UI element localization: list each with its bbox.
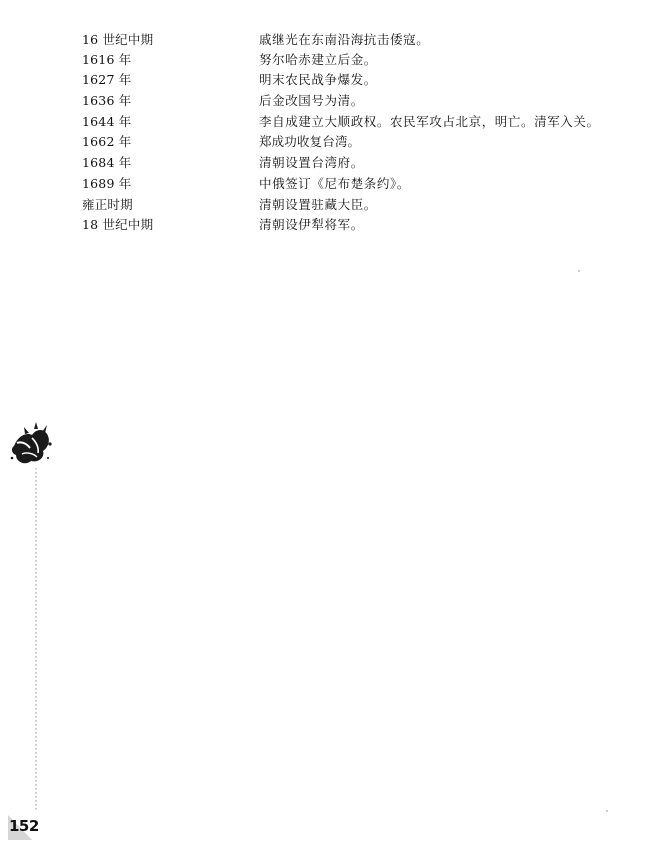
- scan-speck: [606, 810, 608, 812]
- chronology-row: [0, 50, 650, 70]
- chronology-date: 1689 年: [82, 176, 132, 191]
- chronology-row: [0, 132, 650, 152]
- chronology-event: 努尔哈赤建立后金。: [259, 52, 377, 67]
- chronology-event: 后金改国号为清。: [259, 93, 364, 108]
- chronology-event: 明末农民战争爆发。: [259, 72, 377, 87]
- chronology-date: 1684 年: [82, 155, 132, 170]
- margin-ornament: [8, 420, 54, 840]
- chronology-row: [0, 30, 650, 50]
- chronology-event: 清朝设置台湾府。: [259, 155, 364, 170]
- chronology-date: 1627 年: [82, 72, 132, 87]
- chronology-row: [0, 153, 650, 173]
- chronology-table: [0, 0, 650, 260]
- chronology-event: 郑成功收复台湾。: [259, 134, 361, 149]
- chronology-date: 1662 年: [82, 134, 132, 149]
- chronology-event: 中俄签订《尼布楚条约》。: [259, 176, 410, 191]
- chronology-event: 清朝设伊犁将军。: [259, 217, 364, 232]
- chronology-row: [0, 112, 650, 132]
- chronology-date: 16 世纪中期: [82, 32, 154, 47]
- chronology-date: 1636 年: [82, 93, 132, 108]
- scan-speck: [578, 270, 580, 272]
- chronology-event: 李自成建立大顺政权。农民军攻占北京，明亡。清军入关。: [259, 114, 600, 129]
- chronology-event: 戚继光在东南沿海抗击倭寇。: [259, 32, 430, 47]
- ink-brush-ornament-icon: [11, 422, 52, 463]
- chronology-row: [0, 195, 650, 215]
- chronology-row: [0, 174, 650, 194]
- chronology-row: [0, 70, 650, 90]
- chronology-event: 清朝设置驻藏大臣。: [259, 197, 377, 212]
- chronology-date: 1644 年: [82, 114, 132, 129]
- chronology-date: 1616 年: [82, 52, 132, 67]
- chronology-row: [0, 91, 650, 111]
- chronology-date: 18 世纪中期: [82, 217, 154, 232]
- chronology-date: 雍正时期: [82, 197, 133, 212]
- chronology-row: [0, 215, 650, 235]
- page-number: 152: [9, 817, 39, 835]
